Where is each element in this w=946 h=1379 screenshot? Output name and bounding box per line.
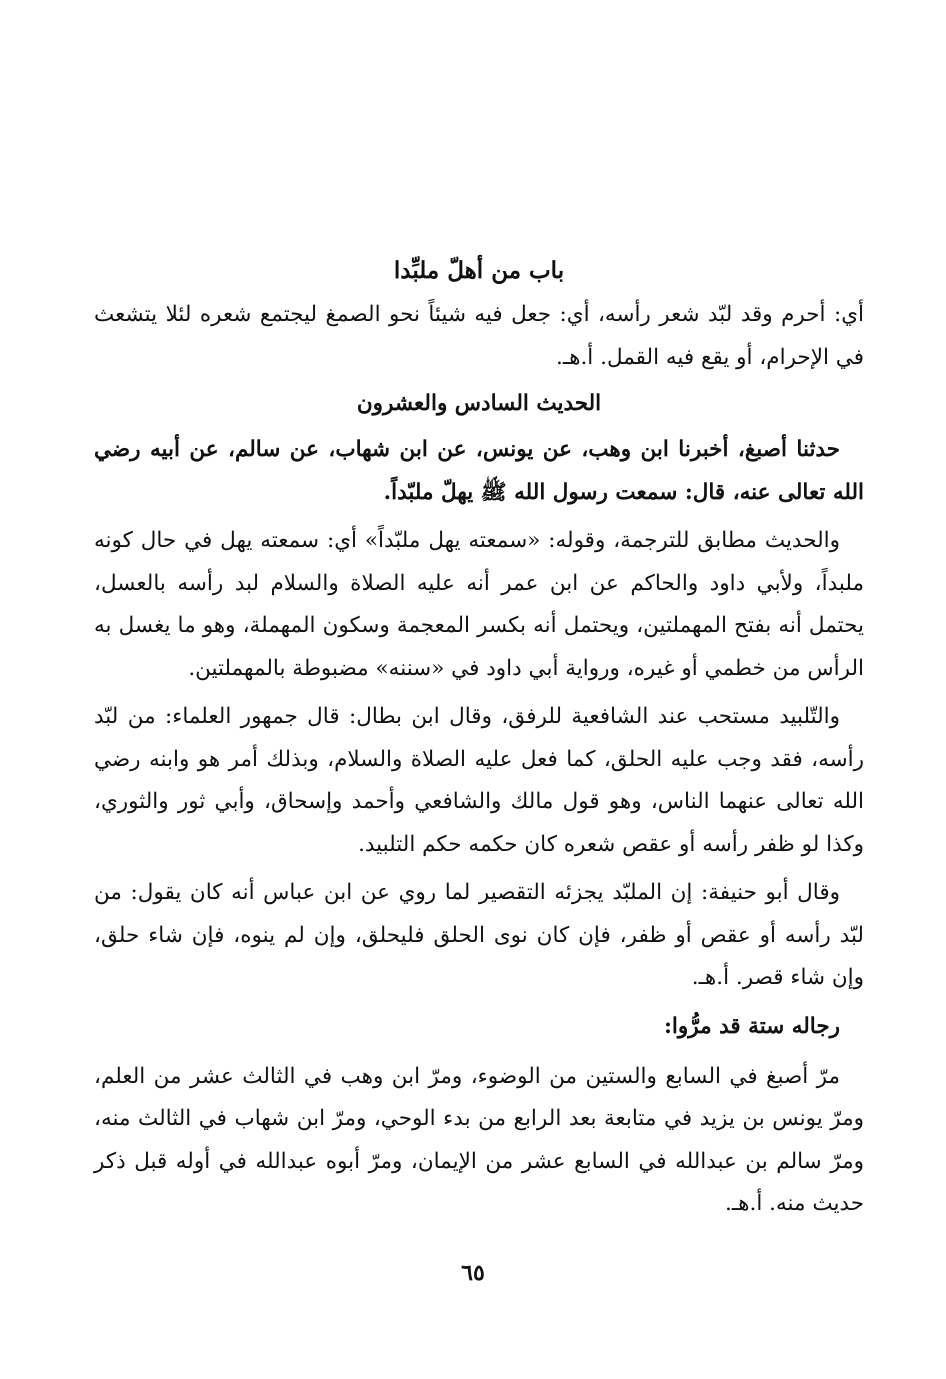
chapter-title: باب من أهلّ ملبِّدا [393, 257, 565, 284]
narrators-heading: رجاله ستة قد مرُّوا: [663, 1013, 840, 1039]
commentary-paragraph-3: وقال أبو حنيفة: إن الملبّد يجزئه التقصير لما روي عن ابن عباس أنه كان يقول: من لبّد رأسه أو عقص أو ظفر، فإن كان نوى الحلق فليحلق، وإن لم ينوه، فإن شاء حلق، وإن شاء قصر. أ.هـ. [94, 880, 864, 990]
commentary-paragraph-2: والتّلبيد مستحب عند الشافعية للرفق، وقال ابن بطال: قال جمهور العلماء: من لبّد رأسه، فقد وجب عليه الحلق، كما فعل عليه الصلاة والسلام، وبذلك أمر هو وابنه رضي الله تعالى عنهما الناس، وهو قول مالك والشافعي وأحمد وإسحاق، وأبي ثور والثوري، وكذا لو ظفر رأسه أو عقص شعره كان حكمه حكم التلبيد. [94, 704, 864, 857]
commentary-paragraph-1: والحديث مطابق للترجمة، وقوله: «سمعته يهل ملبّداً» أي: سمعته يهل في حال كونه ملبداً، ولأبي داود والحاكم عن ابن عمر أنه عليه الصلاة والسلام لبد رأسه بالعسل، يحتمل أنه بفتح المهملتين، ويحتمل أنه بكسر المعجمة وسكون المهملة، وهو ما يغسل به الرأس من خطمي أو غيره، ورواية أبي داود في «سننه» مضبوطة بالمهملتين. [94, 528, 864, 681]
page-number: ٦٥ [461, 1260, 485, 1286]
narrators-paragraph: مرّ أصبغ في السابع والستين من الوضوء، ومرّ ابن وهب في الثالث عشر من العلم، ومرّ يونس بن يزيد في متابعة بعد الرابع من بدء الوحي، ومرّ ابن شهاب في الثالث منه، ومرّ سالم بن عبدالله في السابع عشر من الإيمان، ومرّ أبوه عبدالله في أوله قبل ذكر حديث منه. أ.هـ. [94, 1063, 864, 1216]
hadith-text: حدثنا أصبغ، أخبرنا ابن وهب، عن يونس، عن ابن شهاب، عن سالم، عن أبيه رضي الله تعالى عنه، قال: سمعت رسول الله ﷺ يهلّ ملبّداً. [94, 437, 864, 505]
intro-paragraph: أي: أحرم وقد لبّد شعر رأسه، أي: جعل فيه شيئاً نحو الصمغ ليجتمع شعره لئلا يتشعث في الإحرام، أو يقع فيه القمل. أ.هـ. [94, 302, 864, 370]
page-body [94, 240, 864, 1226]
hadith-heading: الحديث السادس والعشرون [356, 391, 602, 416]
